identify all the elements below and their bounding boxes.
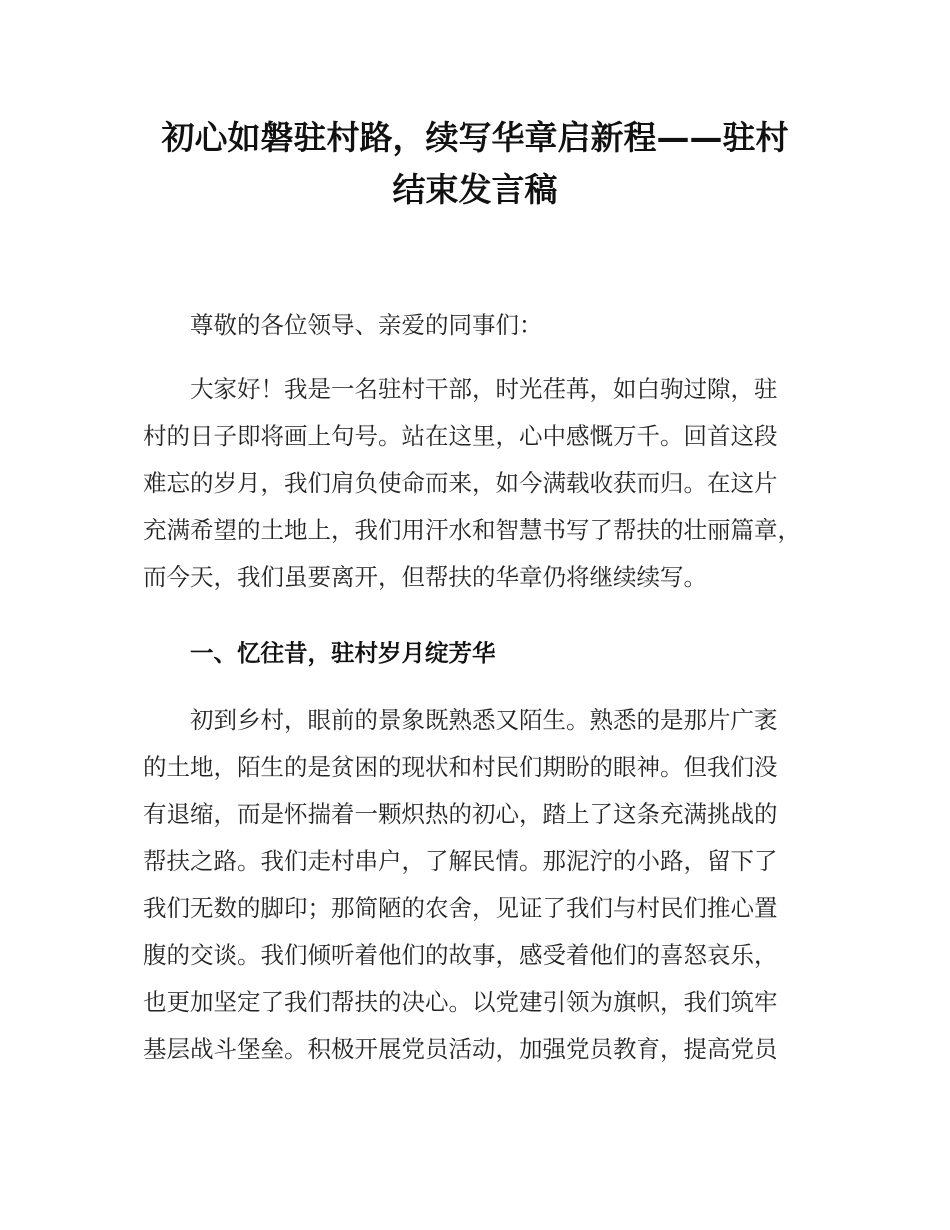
title-line-2: 结束发言稿 — [392, 170, 558, 209]
salutation-text: 尊敬的各位领导、亲爱的同事们： — [190, 311, 543, 339]
salutation — [143, 302, 858, 349]
paragraph-line: 村的日子即将画上句号。站在这里，心中感慨万千。回首这段 — [143, 422, 778, 450]
paragraph-line: 初到乡村，眼前的景象既熟悉又陌生。熟悉的是那片广袤 — [190, 706, 778, 734]
section-heading-1: 一、忆往昔，驻村岁月绽芳华 — [190, 639, 496, 667]
paragraph-line: 难忘的岁月，我们肩负使命而来，如今满载收获而归。在这片 — [143, 469, 778, 497]
paragraph-line: 腹的交谈。我们倾听着他们的故事，感受着他们的喜怒哀乐， — [143, 941, 778, 969]
document-title — [120, 112, 830, 216]
paragraph-line: 我们无数的脚印；那简陋的农舍，见证了我们与村民们推心置 — [143, 894, 778, 922]
paragraph-line: 基层战斗堡垒。积极开展党员活动，加强党员教育，提高党员 — [143, 1035, 778, 1063]
paragraph-line: 而今天，我们虽要离开，但帮扶的华章仍将继续续写。 — [143, 563, 707, 591]
paragraph-line: 也更加坚定了我们帮扶的决心。以党建引领为旗帜，我们筑牢 — [143, 988, 778, 1016]
title-line-1: 初心如磐驻村路，续写华章启新程——驻村 — [161, 118, 789, 157]
paragraph-opening — [143, 366, 811, 601]
paragraph-line: 充满希望的土地上，我们用汗水和智慧书写了帮扶的壮丽篇章， — [143, 516, 801, 544]
paragraph-line: 的土地，陌生的是贫困的现状和村民们期盼的眼神。但我们没 — [143, 753, 778, 781]
paragraph-line: 有退缩，而是怀揣着一颗炽热的初心，踏上了这条充满挑战的 — [143, 800, 778, 828]
paragraph-line: 大家好！我是一名驻村干部，时光荏苒，如白驹过隙，驻 — [190, 375, 778, 403]
paragraph-recollection — [143, 697, 811, 1073]
paragraph-line: 帮扶之路。我们走村串户，了解民情。那泥泞的小路，留下了 — [143, 847, 778, 875]
